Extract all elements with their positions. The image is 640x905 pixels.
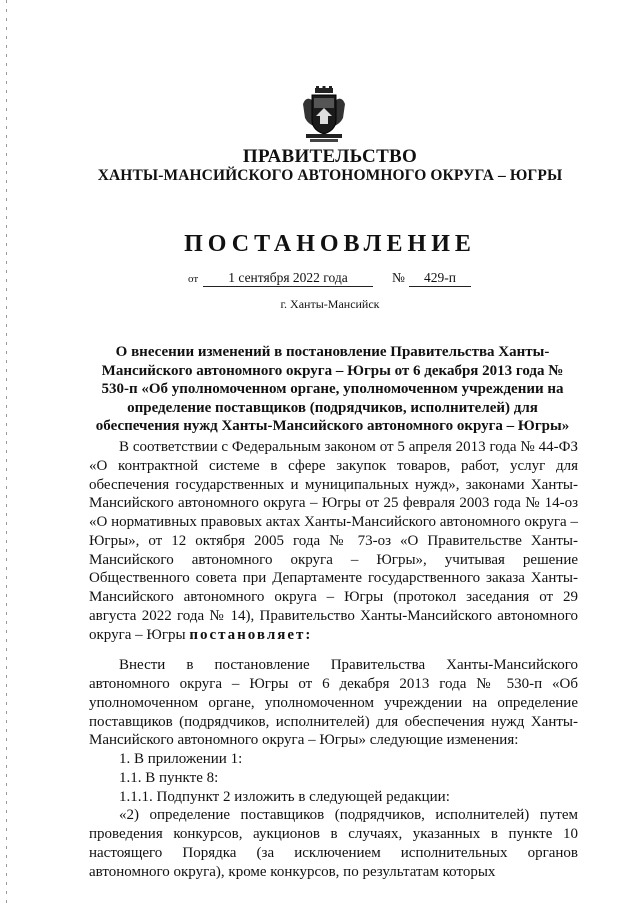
preamble-paragraph — [89, 438, 578, 644]
preamble-text: В соответствии с Федеральным законом от 5 апреля 2013 года № 44-ФЗ «О контрактной системе в сфере закупок товаров, работ, услуг для обеспечения государственных и муниципальных нужд», законами Ханты-Мансийского автономного округа – Югры от 25 февраля 2003 года № 14-оз «О нормативных правовых актах Ханты-Мансийского автономного округа – Югры», от 12 октября 2005 года № 73-оз «О Правительстве Ханты-Мансийского автономного округа – Югры», учитывая решение Общественного совета при Департаменте государственного заказа Ханты-Мансийского автономного округа – Югры (протокол заседания от 29 августа 2022 года № 14), Правительство Ханты-Мансийского автономного округа – Югры — [89, 439, 578, 643]
document-type: ПОСТАНОВЛЕНИЕ — [184, 231, 476, 257]
number-label: № — [392, 270, 405, 285]
quoted-new-text: «2) определение поставщиков (подрядчиков, исполнителей) путем проведения конкурсов, аукционов в случаях, указанных в пункте 10 настоящего Порядка (за исключением исполнительных органов автономного округа), кроме конкурсов, по результатам которых — [89, 807, 578, 880]
from-label: от — [188, 273, 199, 285]
date-prefix — [188, 270, 198, 286]
number-prefix — [392, 270, 405, 286]
date-field — [203, 270, 373, 287]
document-number: 429-п — [409, 270, 471, 287]
city-line: г. Ханты-Мансийск — [280, 297, 380, 311]
coat-of-arms-emblem — [300, 86, 348, 144]
government-subtitle: ХАНТЫ-МАНСИЙСКОГО АВТОНОМНОГО ОКРУГА – ЮГРЫ — [97, 167, 563, 184]
item-subclause-2: 1.1.1. Подпункт 2 изложить в следующей редакции: — [119, 788, 450, 805]
document-heading: О внесении изменений в постановление Правительства Ханты-Мансийского автономного округа – Югры от 6 декабря 2013 года № 530-п «Об уполномоченном органе, уполномоченном учреждении на определение поставщиков (подрядчиков, исполнителей) для обеспечения нужд Ханты-Мансийского автономного округа – Югры» — [95, 344, 570, 435]
binding-mark — [6, 0, 7, 905]
amendment-paragraph: Внести в постановление Правительства Ханты-Мансийского автономного округа – Югры от 6 декабря 2013 года № 530-п «Об уполномоченном органе, уполномоченном учреждении на определение поставщиков (подрядчиков, исполнителей) для обеспечения нужд Ханты-Мансийского автономного округа – Югры» следующие изменения: — [89, 657, 578, 749]
government-title: ПРАВИТЕЛЬСТВО — [242, 146, 418, 167]
document-body — [89, 438, 578, 881]
item-clause-8: 1.1. В пункте 8: — [119, 769, 219, 786]
document-date: 1 сентября 2022 года — [203, 270, 373, 287]
item-appendix-1: 1. В приложении 1: — [119, 751, 243, 767]
number-field — [409, 270, 471, 287]
resolves-word: постановляет: — [189, 626, 313, 643]
